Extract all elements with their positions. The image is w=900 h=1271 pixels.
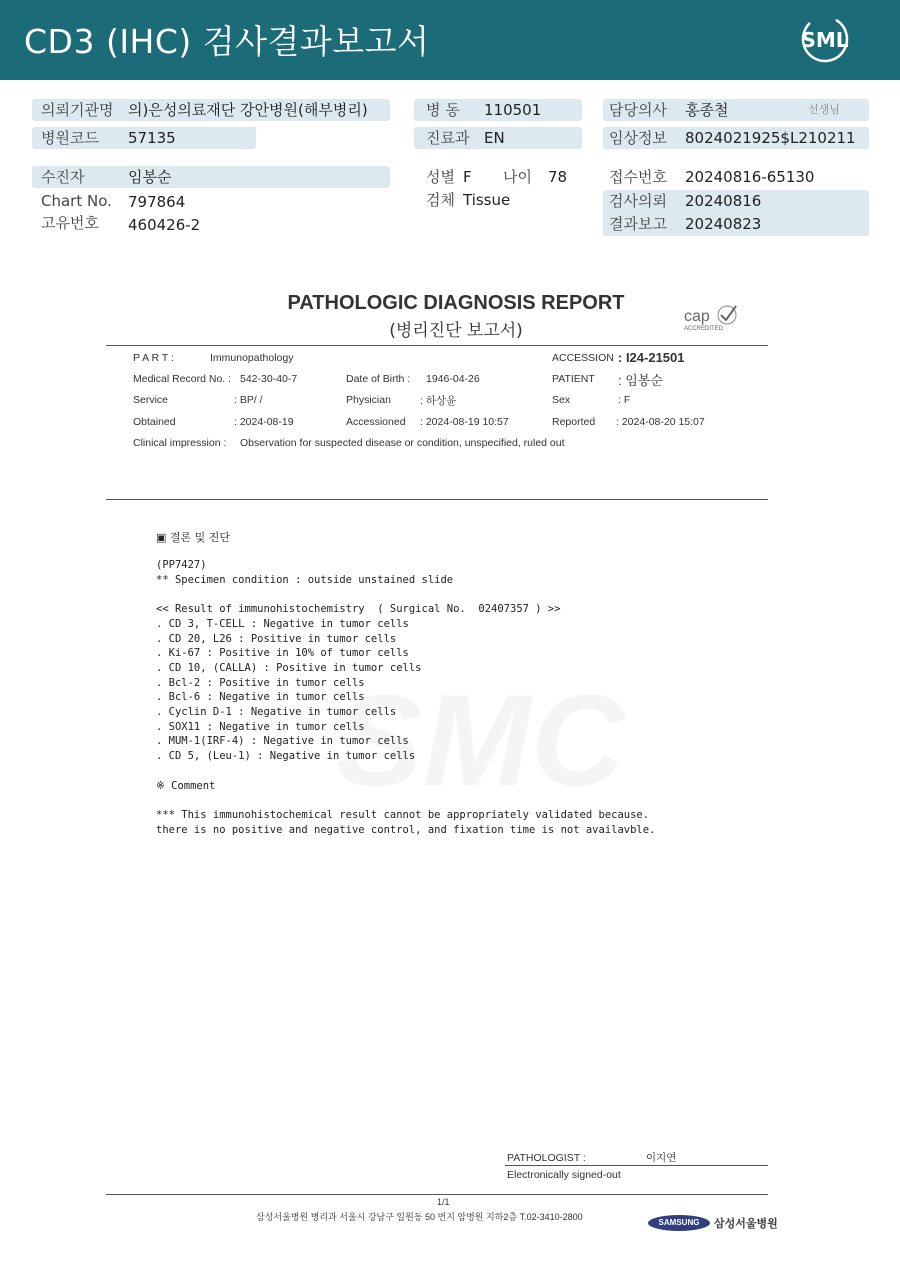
clinical-value: 8024021925$L210211 [685, 129, 856, 147]
logo-text: SML [801, 28, 849, 52]
part-label: P A R T : [133, 352, 174, 364]
patient-value-report: : 임봉순 [618, 373, 663, 388]
signature-line [505, 1165, 768, 1166]
receipt-value: 20240816-65130 [685, 168, 815, 186]
diagnosis-line: ※ Comment [156, 779, 216, 792]
dept-label: 진료과 [426, 129, 470, 147]
page-title: CD3 (IHC) 검사결과보고서 [24, 22, 430, 61]
accessioned-label: Accessioned [346, 416, 406, 428]
age-value: 78 [548, 168, 568, 186]
header-bar [0, 0, 900, 80]
pathologist-label: PATHOLOGIST : [507, 1152, 586, 1164]
doctor-label: 담당의사 [609, 101, 667, 119]
pathology-report [106, 280, 768, 1210]
diagnosis-line: . MUM-1(IRF-4) : Negative in tumor cells [156, 735, 409, 748]
sex-value: F [463, 168, 472, 186]
uid-value: 460426-2 [128, 216, 201, 234]
mrn-value: 542-30-40-7 [240, 373, 298, 385]
service-value: : BP/ / [234, 394, 263, 406]
doctor-suffix: 선생님 [808, 103, 840, 116]
diagnosis-line: . SOX11 : Negative in tumor cells [156, 720, 365, 733]
age-label: 나이 [503, 168, 532, 186]
part-value: Immunopathology [210, 352, 294, 364]
sml-logo [800, 14, 850, 64]
diagnosis-line: . Ki-67 : Positive in 10% of tumor cells [156, 647, 409, 660]
divider-bottom [106, 499, 768, 500]
report-title: PATHOLOGIC DIAGNOSIS REPORT [287, 292, 625, 314]
diagnosis-line: . CD 5, (Leu-1) : Negative in tumor cells [156, 750, 416, 763]
institution-value: 의)은성의료재단 강안병원(해부병리) [128, 101, 368, 119]
patient-label-report: PATIENT [552, 373, 595, 385]
footer-line [106, 1194, 768, 1195]
doctor-value: 홍종철 [685, 101, 729, 119]
chart-no-label: Chart No. [41, 192, 112, 210]
patient-label: 수진자 [41, 168, 85, 186]
hospital-code-label: 병원코드 [41, 129, 99, 147]
dob-value: 1946-04-26 [426, 373, 480, 385]
diagnosis-line: . Bcl-2 : Positive in tumor cells [156, 676, 365, 689]
diagnosis-line: . CD 3, T-CELL : Negative in tumor cells [156, 617, 409, 630]
cap-logo [684, 308, 744, 338]
signed-out-text: Electronically signed-out [507, 1169, 621, 1181]
physician-label: Physician [346, 394, 391, 406]
report-subtitle: (병리진단 보고서) [389, 321, 523, 341]
specimen-label: 검체 [426, 191, 455, 209]
receipt-label: 접수번호 [609, 168, 667, 186]
cap-logo-text: cap [684, 308, 710, 325]
diagnosis-line: << Result of immunohistochemistry ( Surgical No. 02407357 ) >> [156, 603, 561, 616]
samsung-hospital-logo: 삼성서울병원 [714, 1218, 778, 1230]
chart-no-value: 797864 [128, 193, 186, 211]
physician-value: : 하상윤 [420, 395, 457, 407]
sex-label-report: Sex [552, 394, 571, 406]
clinical-label: 임상정보 [609, 129, 667, 147]
uid-label: 고유번호 [41, 214, 99, 232]
request-value: 20240816 [685, 192, 762, 210]
divider-top [106, 345, 768, 346]
checkmark-icon [714, 302, 740, 328]
diagnosis-line: . Cyclin D-1 : Negative in tumor cells [156, 706, 397, 718]
diagnosis-line: *** This immunohistochemical result cannot be appropriately validated because. [156, 808, 650, 821]
diagnosis-line: there is no positive and negative control, and fixation time is not availavble. [156, 823, 656, 836]
mrn-label: Medical Record No. : [133, 373, 232, 385]
patient-row-bg [32, 166, 390, 188]
ward-value: 110501 [484, 101, 542, 119]
hospital-code-value: 57135 [128, 129, 176, 147]
diagnosis-line: . Bcl-6 : Negative in tumor cells [156, 691, 365, 704]
cap-accredited: ACCREDITED [684, 326, 724, 332]
diagnosis-line: . CD 10, (CALLA) : Positive in tumor cells [156, 661, 422, 674]
institution-label: 의뢰기관명 [41, 101, 114, 119]
obtained-value: : 2024-08-19 [234, 416, 294, 428]
sex-value-report: : F [618, 394, 631, 406]
reported-value: : 2024-08-20 15:07 [616, 416, 705, 428]
service-label: Service [133, 394, 169, 406]
accession-value: : I24-21501 [618, 350, 685, 365]
impression-label: Clinical impression : [133, 437, 227, 449]
samsung-logo: SAMSUNG [648, 1215, 710, 1231]
accession-label: ACCESSION [552, 352, 614, 364]
reported-label: Reported [552, 416, 596, 428]
ward-label: 병 동 [426, 101, 460, 119]
diagnosis-section-head: ▣ 결론 및 진단 [156, 531, 231, 544]
obtained-label: Obtained [133, 416, 176, 428]
impression-value: Observation for suspected disease or condition, unspecified, ruled out [240, 437, 565, 449]
dob-label: Date of Birth : [346, 373, 411, 385]
pathologist-name: 이지연 [646, 1152, 677, 1164]
diagnosis-line: (PP7427) [156, 559, 207, 571]
page-number: 1/1 [437, 1197, 450, 1207]
sex-label: 성별 [426, 168, 455, 186]
diagnosis-line: ** Specimen condition : outside unstained slide [156, 573, 454, 586]
specimen-value: Tissue [463, 191, 511, 209]
dept-value: EN [484, 129, 505, 147]
request-label: 검사의뢰 [609, 192, 667, 210]
accessioned-value: : 2024-08-19 10:57 [420, 416, 509, 428]
diagnosis-line: . CD 20, L26 : Positive in tumor cells [156, 632, 397, 645]
patient-value: 임봉순 [128, 168, 172, 186]
footer-address: 삼성서울병원 병리과 서울시 강남구 일원동 50 번지 암병원 지하2층 T.02-3410-2800 [256, 1212, 583, 1222]
result-value: 20240823 [685, 215, 762, 233]
result-label: 결과보고 [609, 215, 667, 233]
